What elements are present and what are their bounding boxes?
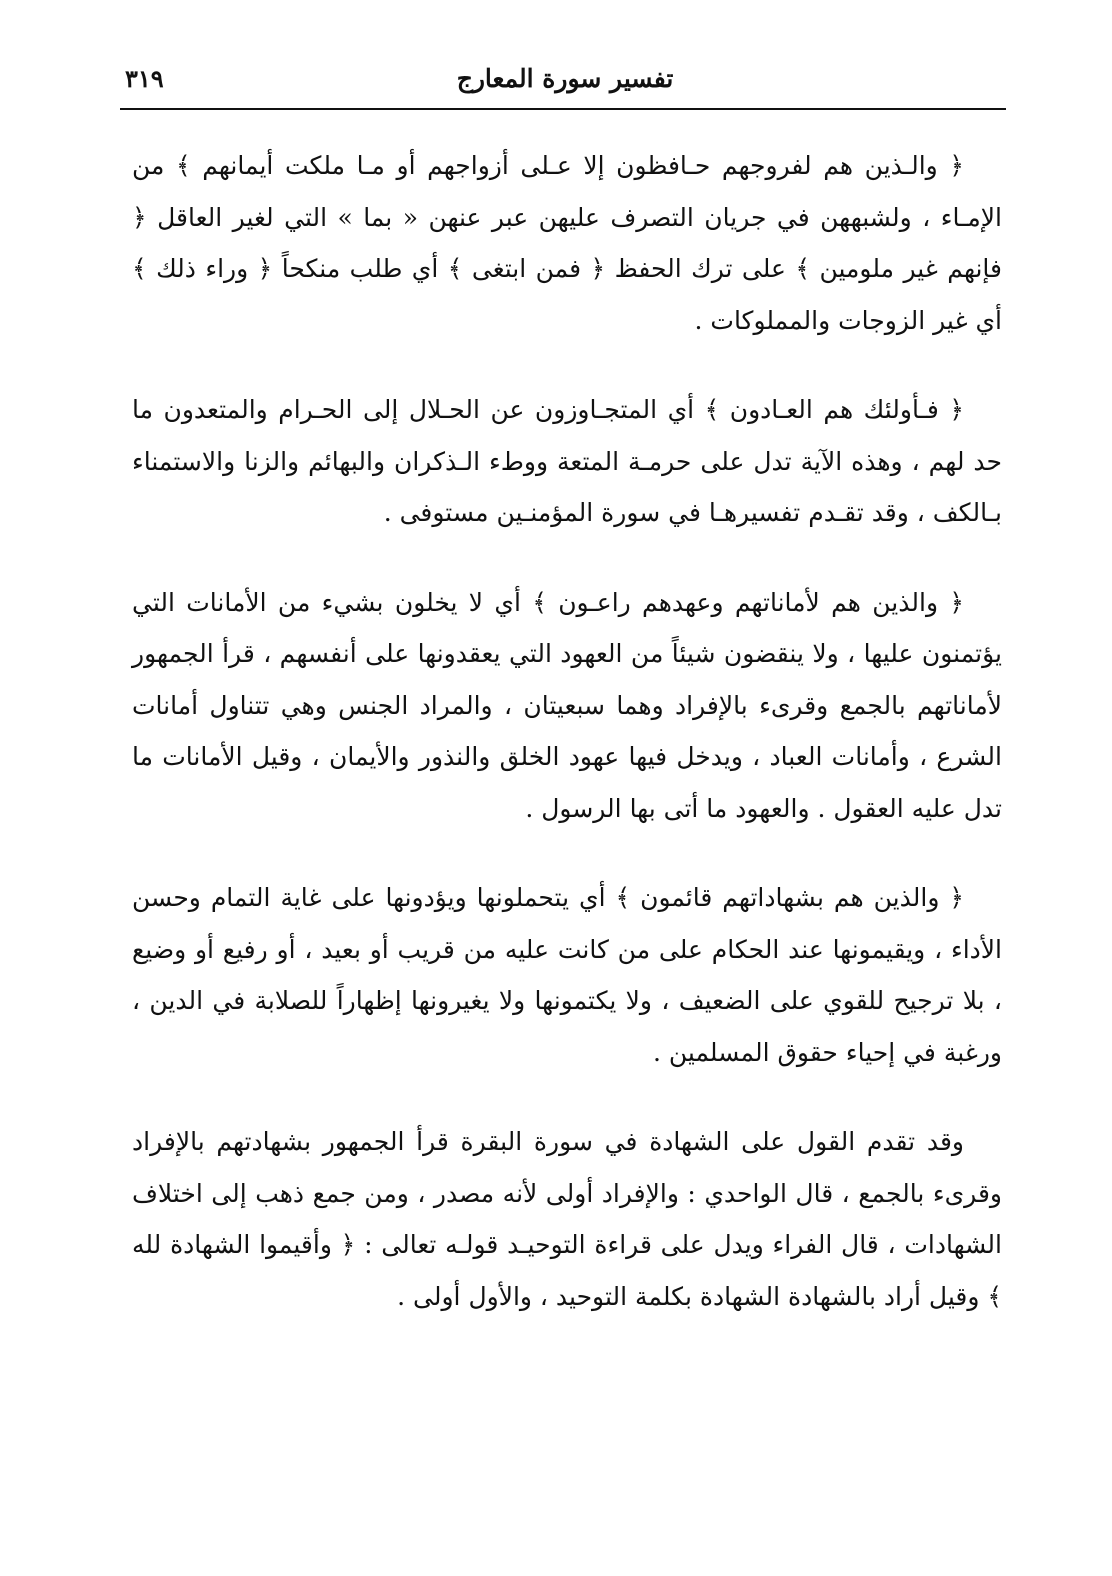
paragraph-3: ﴿ والذين هم لأماناتهم وعهدهم راعـون ﴾ أي لا يخلون بشيء من الأمانات التي يؤتمنون عليها ، ولا ينقضون شيئاً من العهود التي يعقدونها على أنفسهم ، قرأ الجمهور لأماناتهم بالجمع وقرىء بالإفراد وهما سبعيتان ، والمراد الجنس وهي تتناول أمانات الشرع ، وأمانات العباد ، ويدخل فيها عهود الخلق والنذور والأيمان ، وقيل الأمانات ما تدل عليه العقول . والعهود ما أتى بها الرسول . bbox=[132, 587, 1002, 823]
header-rule bbox=[120, 108, 1006, 110]
paragraph-5: وقد تقدم القول على الشهادة في سورة البقرة قرأ الجمهور بشهادتهم بالإفراد وقرىء بالجمع ، قال الواحدي : والإفراد أولى لأنه مصدر ، ومن جمع ذهب إلى اختلاف الشهادات ، قال الفراء ويدل على قراءة التوحيـد قولـه تعالى : ﴿ وأقيموا الشهادة لله ﴾ وقيل أراد بالشهادة الشهادة بكلمة التوحيد ، والأول أولى . bbox=[132, 1127, 1002, 1311]
paragraph-2: ﴿ فـأولئك هم العـادون ﴾ أي المتجـاوزون عن الحـلال إلى الحـرام والمتعدون ما حد لهم ، وهذه الآية تدل على حرمـة المتعة ووطء الـذكران والبهائم والزنا والاستمناء بـالكف ، وقد تقـدم تفسيرهـا في سورة المؤمنـين مستوفى . bbox=[132, 395, 1002, 527]
page-number: ٣١٩ bbox=[125, 64, 164, 93]
running-title: تفسير سورة المعارج bbox=[456, 64, 674, 93]
paragraph-1: ﴿ والـذين هم لفروجهم حـافظون إلا عـلى أزواجهم أو مـا ملكت أيمانهم ﴾ من الإمـاء ، ولشبههن في جريان التصرف عليهن عبر عنهن « بما » التي لغير العاقل ﴿ فإنهم غير ملومين ﴾ على ترك الحفظ ﴿ فمن ابتغى ﴾ أي طلب منكحاً ﴿ وراء ذلك ﴾ أي غير الزوجات والمملوكات . bbox=[132, 151, 1002, 335]
page-header bbox=[125, 62, 1005, 108]
paragraph-4: ﴿ والذين هم بشهاداتهم قائمون ﴾ أي يتحملونها ويؤدونها على غاية التمام وحسن الأداء ، ويقيمونها عند الحكام على من كانت عليه من قريب أو بعيد ، أو رفيع أو وضيع ، بلا ترجيح للقوي على الضعيف ، ولا يكتمونها ولا يغيرونها إظهاراً للصلابة في الدين ، ورغبة في إحياء حقوق المسلمين . bbox=[132, 883, 1002, 1067]
body-text bbox=[132, 140, 1002, 1360]
